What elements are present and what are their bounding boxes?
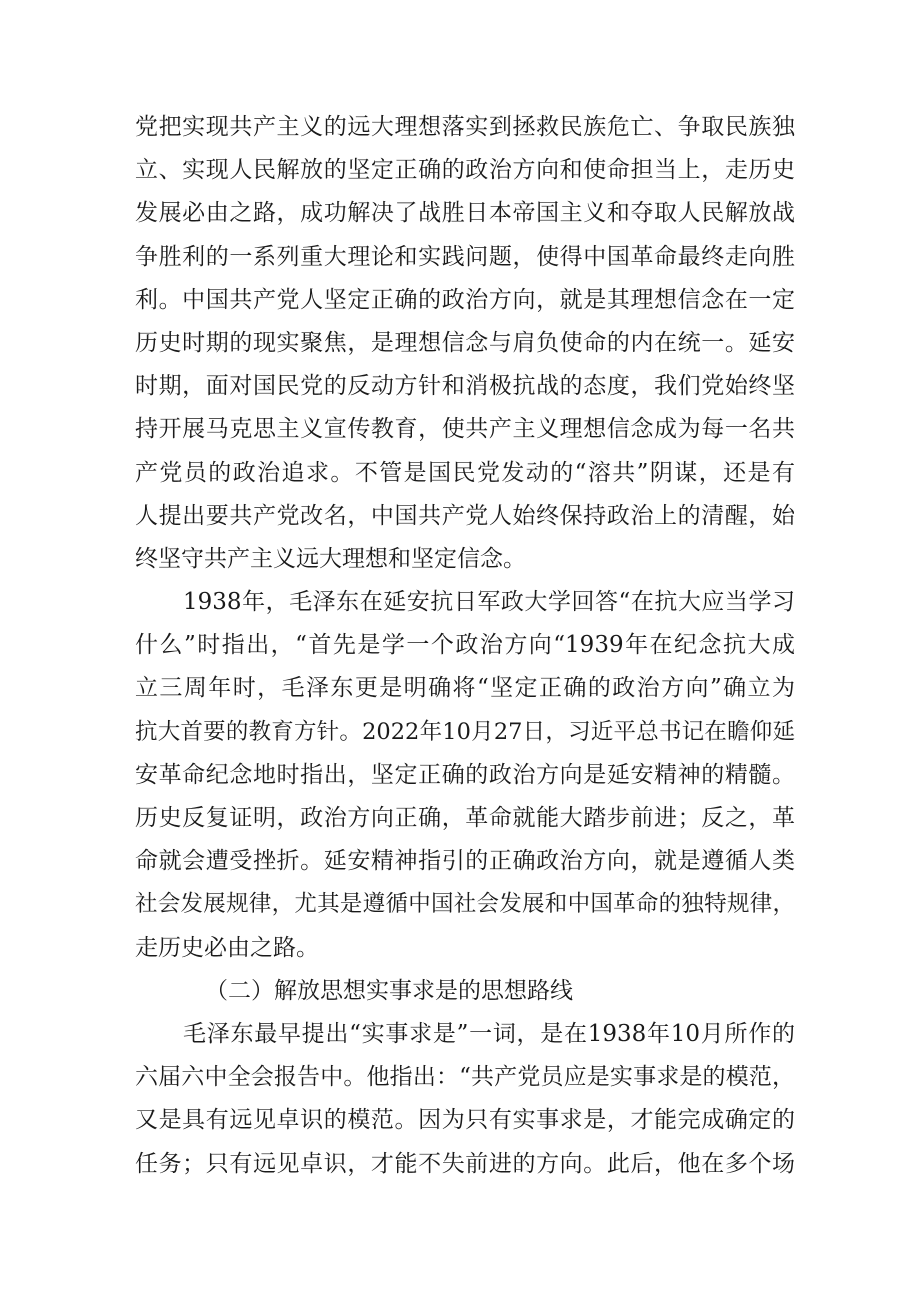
text-line: 时期，面对国民党的反动方针和消极抗战的态度，我们党始终坚 xyxy=(135,373,795,400)
text-line: 六届六中全会报告中。他指出：“共产党员应是实事求是的模范， xyxy=(135,1064,795,1091)
text-line: 争胜利的一系列重大理论和实践问题，使得中国革命最终走向胜 xyxy=(135,243,795,270)
text-line: 历史反复证明，政治方向正确，革命就能大踏步前进；反之，革 xyxy=(135,805,795,831)
paragraph-start-line: 毛泽东最早提出“实事求是”一词，是在1938年10月所作的 xyxy=(183,1020,795,1047)
body-text xyxy=(135,106,795,1186)
text-line: 社会发展规律，尤其是遵循中国社会发展和中国革命的独特规律， xyxy=(135,891,795,918)
text-line: 历史时期的现实聚焦，是理想信念与肩负使命的内在统一。延安 xyxy=(135,329,795,356)
section-heading: （二）解放思想实事求是的思想路线 xyxy=(205,977,573,1004)
text-line: 终坚守共产主义远大理想和坚定信念。 xyxy=(135,545,526,572)
text-line: 什么”时指出，“首先是学一个政治方向“1939年在纪念抗大成 xyxy=(135,632,795,659)
text-line: 立、实现人民解放的坚定正确的政治方向和使命担当上，走历史 xyxy=(135,157,795,184)
text-line: 发展必由之路，成功解决了战胜日本帝国主义和夺取人民解放战 xyxy=(135,200,795,227)
text-line: 立三周年时，毛泽东更是明确将“坚定正确的政治方向”确立为 xyxy=(135,675,795,702)
text-line: 任务；只有远见卓识，才能不失前进的方向。此后，他在多个场 xyxy=(135,1150,795,1177)
text-line: 持开展马克思主义宣传教育，使共产主义理想信念成为每一名共 xyxy=(135,416,795,443)
text-line: 人提出要共产党改名，中国共产党人始终保持政治上的清醒，始 xyxy=(135,502,795,529)
text-line: 产党员的政治追求。不管是国民党发动的“溶共”阴谋，还是有 xyxy=(135,459,795,486)
text-line: 安革命纪念地时指出，坚定正确的政治方向是延安精神的精髓。 xyxy=(135,761,795,788)
text-line: 利。中国共产党人坚定正确的政治方向，就是其理想信念在一定 xyxy=(135,286,795,313)
paragraph-start-line: 1938年，毛泽东在延安抗日军政大学回答“在抗大应当学习 xyxy=(183,589,795,616)
text-line: 命就会遭受挫折。延安精神指引的正确政治方向，就是遵循人类 xyxy=(135,848,795,875)
text-line: 抗大首要的教育方针。2022年10月27日，习近平总书记在瞻仰延 xyxy=(135,718,795,745)
text-line: 走历史必由之路。 xyxy=(135,934,319,961)
text-line: 党把实现共产主义的远大理想落实到拯救民族危亡、争取民族独 xyxy=(135,114,795,140)
text-line: 又是具有远见卓识的模范。因为只有实事求是，才能完成确定的 xyxy=(135,1107,795,1134)
